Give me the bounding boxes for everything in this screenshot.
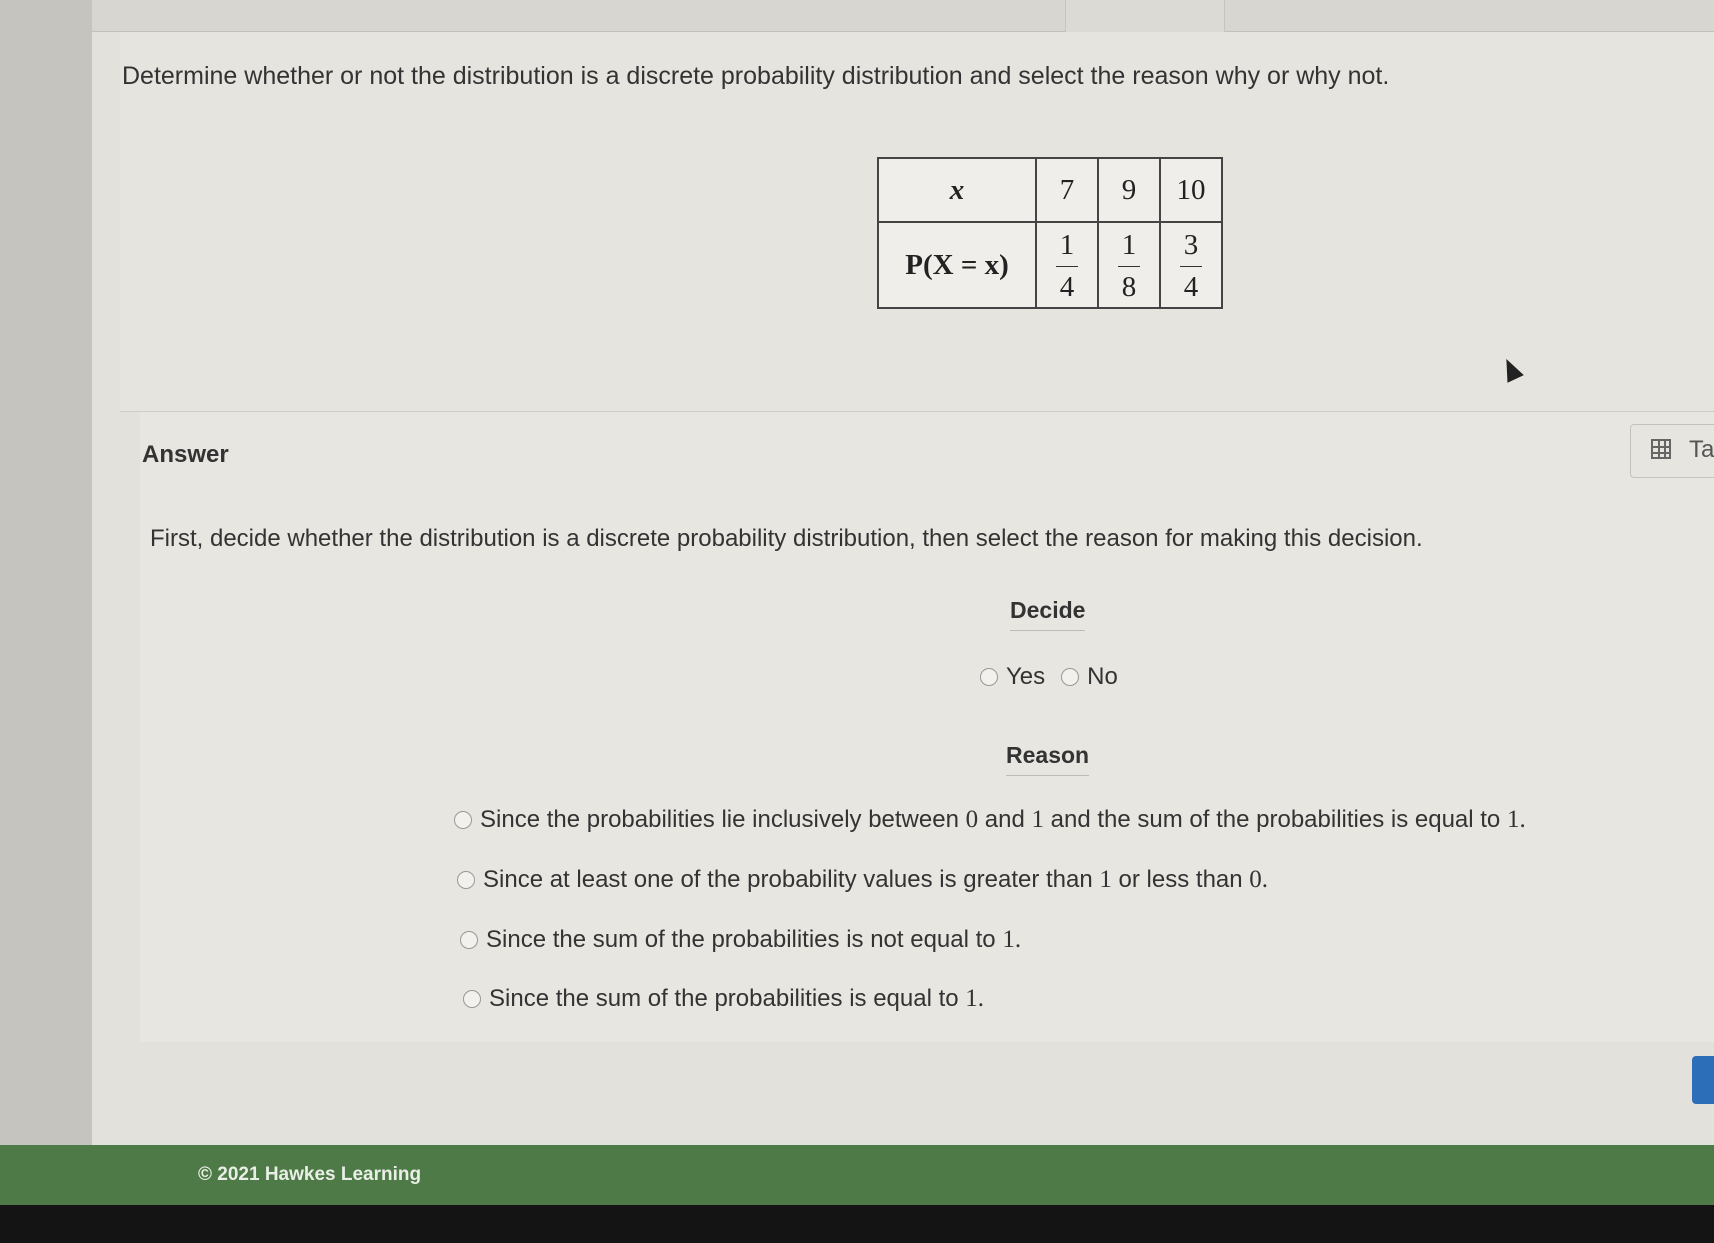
screen-bezel xyxy=(0,1205,1714,1243)
probability-header: P(X = x) xyxy=(878,222,1036,308)
copyright-text: © 2021 Hawkes Learning xyxy=(198,1164,422,1185)
radio-no[interactable] xyxy=(1061,668,1079,686)
fraction-numerator: 3 xyxy=(1180,231,1203,267)
top-bar xyxy=(92,0,1714,32)
fraction-denominator: 4 xyxy=(1059,270,1075,303)
x-value: 9 xyxy=(1098,158,1160,222)
reason-text[interactable]: Since the sum of the probabilities is equal to 1. xyxy=(489,985,985,1012)
option-yes-label[interactable]: Yes xyxy=(1006,663,1046,690)
instruction-text: First, decide whether the distribution is a discrete probability distribution, then select the reason for making this decision. xyxy=(150,525,1423,552)
fraction-denominator: 8 xyxy=(1121,270,1137,303)
question-text: Determine whether or not the distribution is a discrete probability distribution and select the reason why or why not. xyxy=(122,62,1390,90)
table-icon xyxy=(1651,439,1671,459)
reason-option[interactable] xyxy=(463,985,984,1013)
option-no-label[interactable]: No xyxy=(1087,663,1118,690)
x-value: 10 xyxy=(1160,158,1222,222)
decide-label: Decide xyxy=(1010,597,1085,631)
left-gutter xyxy=(0,0,92,1145)
reason-option[interactable] xyxy=(457,866,1268,894)
probability-value xyxy=(1036,222,1098,308)
table-row xyxy=(878,222,1222,308)
decide-options xyxy=(980,663,1118,691)
table-row xyxy=(878,158,1222,222)
radio-reason-3[interactable] xyxy=(460,931,478,949)
distribution-table xyxy=(877,157,1223,309)
radio-reason-4[interactable] xyxy=(463,990,481,1008)
radio-reason-1[interactable] xyxy=(454,811,472,829)
x-value: 7 xyxy=(1036,158,1098,222)
tables-button-label: Ta xyxy=(1689,436,1714,463)
x-header: x xyxy=(878,158,1036,222)
fraction-denominator: 4 xyxy=(1183,270,1199,303)
fraction-numerator: 1 xyxy=(1056,231,1079,267)
reason-text[interactable]: Since the probabilities lie inclusively between 0 and 1 and the sum of the probabilities is equal to 1. xyxy=(480,806,1526,833)
radio-yes[interactable] xyxy=(980,668,998,686)
fraction-numerator: 1 xyxy=(1118,231,1141,267)
reason-option[interactable] xyxy=(460,926,1021,954)
reason-label: Reason xyxy=(1006,742,1089,776)
answer-label: Answer xyxy=(142,441,229,468)
top-tab[interactable] xyxy=(1065,0,1225,32)
probability-value xyxy=(1160,222,1222,308)
radio-reason-2[interactable] xyxy=(457,871,475,889)
tables-button[interactable] xyxy=(1630,424,1714,478)
probability-value xyxy=(1098,222,1160,308)
reason-text[interactable]: Since the sum of the probabilities is not equal to 1. xyxy=(486,926,1022,953)
reason-option[interactable] xyxy=(454,806,1526,834)
submit-button[interactable] xyxy=(1692,1056,1714,1104)
reason-text[interactable]: Since at least one of the probability values is greater than 1 or less than 0. xyxy=(483,866,1269,893)
